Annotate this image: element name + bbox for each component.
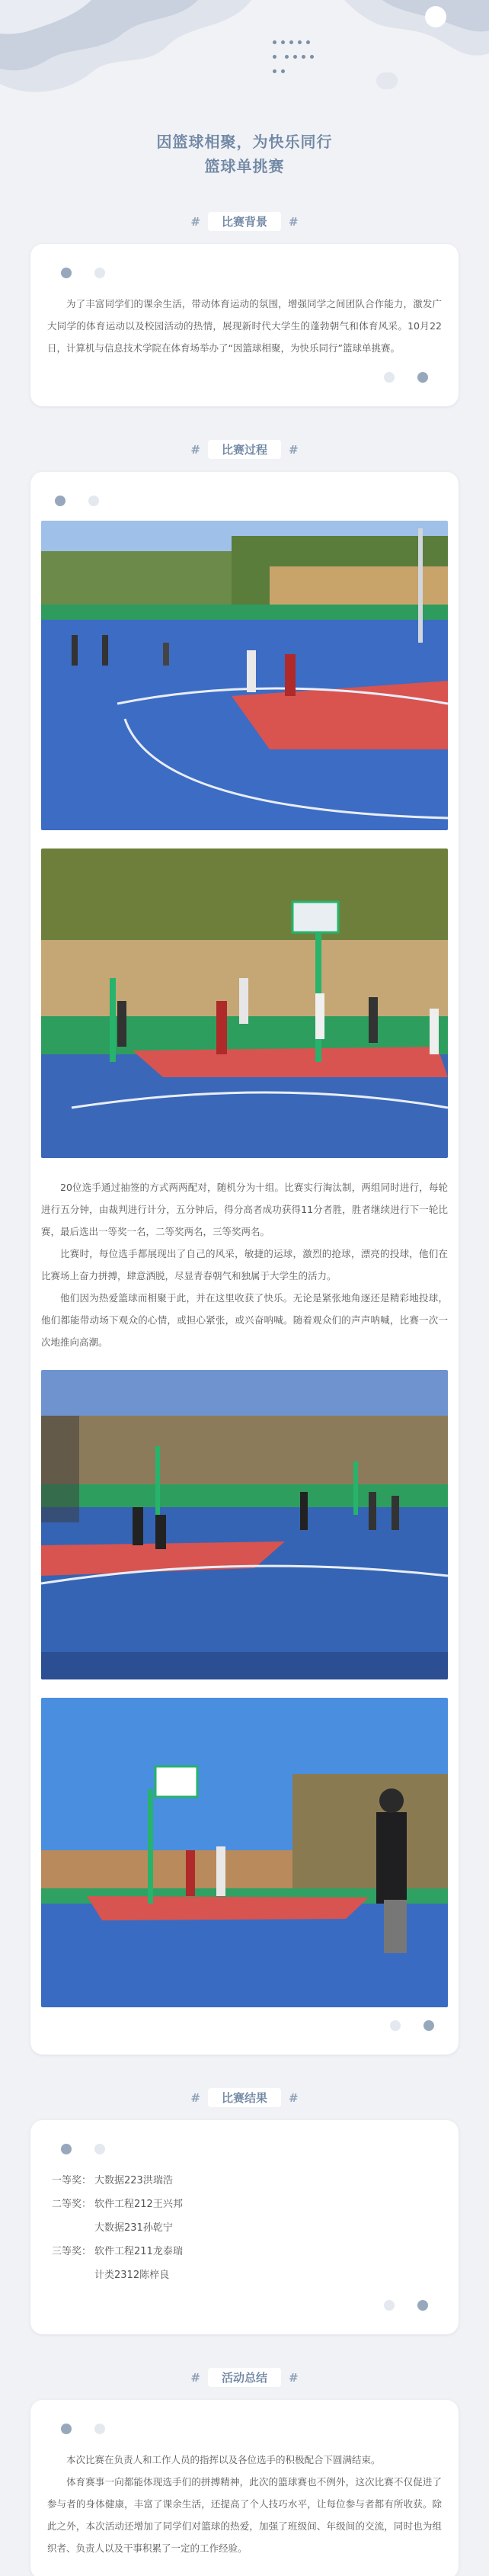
title-line-2: 篮球单挑赛 [204, 157, 285, 175]
card-dots-top [47, 2423, 442, 2438]
hash-icon: # [190, 214, 200, 229]
result-line-second-b [47, 2216, 442, 2240]
result-value: 软件工程212王兴邦 [94, 2199, 183, 2210]
hash-icon: # [190, 442, 200, 457]
result-value: 大数据231孙乾宁 [94, 2222, 173, 2234]
wave-left-decoration [0, 0, 251, 99]
result-label: 一等奖： [52, 2175, 92, 2186]
result-value: 大数据223洪瑞浩 [94, 2175, 173, 2186]
background-text: 为了丰富同学们的课余生活，带动体育运动的氛围，增强同学之间团队合作能力，激发广大同学的体育运动以及校园活动的热情，展现新时代大学生的蓬勃朝气和体育风采。10月22日，计算机与信息技术学院在体育场举办了“因篮球相聚，为快乐同行”篮球单挑赛。 [47, 298, 442, 354]
photo-basketball-game-2 [41, 849, 448, 1158]
card-dots-top [41, 495, 448, 510]
page-title [0, 130, 489, 178]
card-dots-bottom [41, 2019, 448, 2035]
hash-icon: # [289, 2090, 299, 2105]
hash-icon: # [289, 442, 299, 457]
photo-basketball-game-3 [41, 1370, 448, 1679]
wave-right-decoration [321, 0, 489, 69]
results-card [30, 2120, 459, 2334]
hash-icon: # [289, 214, 299, 229]
hash-icon: # [190, 2370, 200, 2385]
background-card [30, 244, 459, 406]
section-tag-label: 比赛过程 [208, 440, 281, 459]
result-line-third-a [47, 2240, 442, 2263]
section-tag-summary [0, 2368, 489, 2386]
photo-basketball-game-1 [41, 521, 448, 830]
process-paragraph-3: 他们因为热爱篮球而相聚于此，并在这里收获了快乐。无论是紧张地角逐还是精彩地投球，他们都能带动场下观众的心情，或担心紧张，或兴奋呐喊。随着观众们的声声呐喊，比赛一次一次地推向高潮。 [41, 1292, 448, 1348]
result-line-first [47, 2169, 442, 2193]
header-pill-decoration [376, 72, 398, 89]
card-dots-top [47, 267, 442, 282]
card-dots-top [47, 2143, 442, 2158]
section-tag-process [0, 440, 489, 458]
summary-card [30, 2400, 459, 2576]
result-value: 软件工程211龙泰瑞 [94, 2246, 183, 2257]
result-label: 二等奖： [52, 2199, 92, 2210]
process-card [30, 472, 459, 2055]
header-decoration [0, 0, 489, 114]
section-tag-label: 比赛背景 [208, 212, 281, 231]
hash-icon: # [190, 2090, 200, 2105]
section-tag-label: 活动总结 [208, 2368, 281, 2387]
title-line-1: 因篮球相聚，为快乐同行 [156, 133, 333, 151]
card-dots-bottom [47, 371, 442, 387]
photo-basketball-game-4 [41, 1698, 448, 2007]
card-dots-bottom [47, 2299, 442, 2315]
section-tag-results [0, 2088, 489, 2106]
result-value: 计类2312陈梓良 [94, 2270, 170, 2281]
summary-paragraph-2: 体育赛事一向都能体现选手们的拼搏精神，此次的篮球赛也不例外，这次比赛不仅促进了参与者的身体健康，丰富了课余生活，还提高了个人技巧水平，让每位参与者都有所收获。除此之外，本次活动还增加了同学们对篮球的热爱，加强了班级间、年级间的交流，同时也为组织者、负责人以及干事积累了一定的工作经验。 [47, 2476, 442, 2554]
summary-paragraph-1: 本次比赛在负责人和工作人员的指挥以及各位选手的积极配合下圆满结束。 [66, 2454, 381, 2465]
section-tag-background [0, 212, 489, 230]
result-line-third-b [47, 2263, 442, 2287]
process-paragraph-2: 比赛时，每位选手都展现出了自己的风采，敏捷的运球，激烈的抢球，漂亮的投球，他们在比赛场上奋力拼搏，肆意洒脱，尽显青春朝气和独属于大学生的活力。 [41, 1248, 448, 1282]
hash-icon: # [289, 2370, 299, 2385]
result-label: 三等奖： [52, 2246, 92, 2257]
process-paragraph-1: 20位选手通过抽签的方式两两配对，随机分为十组。比赛实行淘汰制，两组同时进行，每轮进行五分钟，由裁判进行计分，五分钟后，得分高者成功获得11分者胜，胜者继续进行下一轮比赛，最后选出一等奖一名，二等奖两名，三等奖两名。 [41, 1182, 448, 1237]
section-tag-label: 比赛结果 [208, 2088, 281, 2107]
result-line-second-a [47, 2193, 442, 2216]
header-dot-grid [270, 38, 319, 82]
